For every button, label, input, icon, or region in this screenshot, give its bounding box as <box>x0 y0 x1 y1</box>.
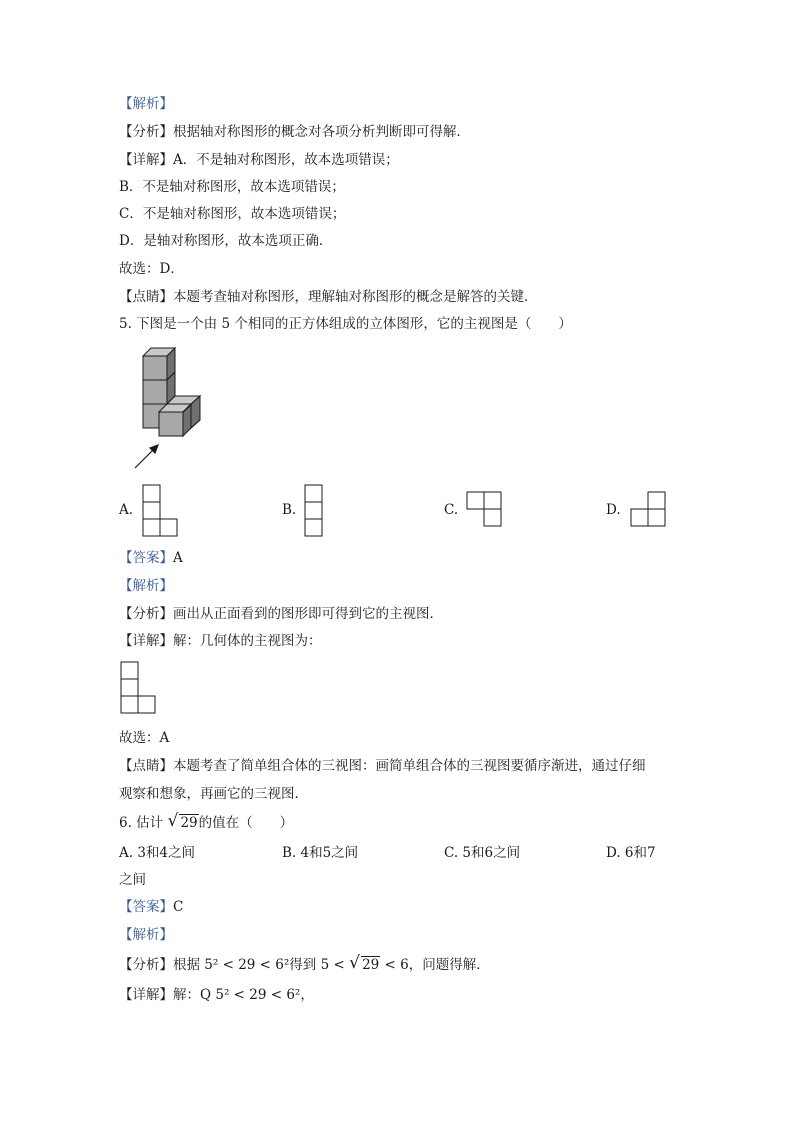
fenxi-mid: 得到 <box>289 957 317 973</box>
cube-top <box>143 348 175 380</box>
q6-suffix: 的值在（ ） <box>198 815 294 831</box>
dianjing-text-1: 本题考查了简单组合体的三视图：画简单组合体的三视图要循序渐进，通过仔细 <box>173 758 646 774</box>
q5-comment-line-1 <box>119 757 646 775</box>
sqrt-29-inline <box>349 953 380 974</box>
dianjing-tag: 【点睛】 <box>119 758 173 774</box>
inequality-1: 5² < 29 < 6² <box>204 957 290 973</box>
option-c-figure <box>466 491 506 531</box>
fenxi-tag: 【分析】 <box>119 124 173 140</box>
dianjing-text: 本题考查轴对称图形，理解轴对称图形的概念是解答的关键． <box>173 289 538 305</box>
xiangjie-prefix: 解：Q <box>173 987 212 1003</box>
q5-answer-line <box>119 549 183 567</box>
detail-inequality: 5² < 29 < 6² <box>215 987 301 1003</box>
detail-b: B．不是轴对称图形，故本选项错误； <box>119 179 345 195</box>
choose-line: 故选：D． <box>119 261 184 277</box>
fenxi-text: 根据轴对称图形的概念对各项分析判断即可得解． <box>173 124 470 140</box>
xiangjie-text: 解：几何体的主视图为： <box>173 633 322 649</box>
q6-option-d: D. 6和7 <box>606 845 656 861</box>
fenxi-suffix: ，问题得解． <box>408 957 490 973</box>
radicand: 29 <box>180 815 198 831</box>
option-a-label: A. <box>119 502 134 518</box>
q6-detail-line <box>119 986 314 1004</box>
radical-sign-icon: √ <box>349 953 360 973</box>
q6-option-c: C. 5和6之间 <box>444 845 521 861</box>
inequality-2-right: < 6 <box>384 957 409 973</box>
answer-tag: 【答案】 <box>119 550 173 566</box>
xiangjie-suffix: ， <box>300 987 314 1003</box>
q6-prefix: 6. 估计 <box>119 815 164 831</box>
q6-analysis-heading: 【解析】 <box>119 927 173 943</box>
option-d-figure <box>630 491 670 531</box>
q5-choose-line: 故选：A <box>119 730 170 746</box>
q6-option-a: A. 3和4之间 <box>119 845 196 861</box>
q6-fenxi-line <box>119 953 490 974</box>
option-b-label: B. <box>282 502 297 518</box>
radicand: 29 <box>362 957 380 973</box>
option-c-label: C. <box>444 502 459 518</box>
answer-value: C <box>173 899 184 915</box>
analysis-heading: 【解析】 <box>119 96 173 112</box>
q5-comment-line-2: 观察和想象，再画它的三视图． <box>119 786 308 802</box>
q6-option-d-cont: 之间 <box>119 872 146 888</box>
option-a-figure <box>142 484 180 538</box>
option-d-label: D. <box>606 502 621 518</box>
question-6 <box>119 811 294 832</box>
q6-answer-line <box>119 898 183 916</box>
cube-solid-figure <box>128 344 208 474</box>
xiangjie-text: A．不是轴对称图形，故本选项错误； <box>173 152 399 168</box>
detail-c: C．不是轴对称图形，故本选项错误； <box>119 206 346 222</box>
analysis-line <box>119 123 470 141</box>
q6-option-b: B. 4和5之间 <box>282 845 359 861</box>
detail-d: D．是轴对称图形，故本选项正确． <box>119 233 333 249</box>
xiangjie-tag: 【详解】 <box>119 987 173 1003</box>
sqrt-29 <box>167 811 198 832</box>
answer-tag: 【答案】 <box>119 899 173 915</box>
fenxi-text: 画出从正面看到的图形即可得到它的主视图． <box>173 606 443 622</box>
radical-sign-icon: √ <box>167 811 179 831</box>
comment-line <box>119 288 538 306</box>
option-b-figure <box>304 484 326 540</box>
fenxi-tag: 【分析】 <box>119 957 173 973</box>
view-direction-arrow <box>135 445 158 468</box>
dianjing-tag: 【点睛】 <box>119 289 173 305</box>
question-5: 5. 下图是一个由 5 个相同的正方体组成的立体图形，它的主视图是（ ） <box>119 316 572 332</box>
q5-fenxi-line <box>119 605 443 623</box>
q5-analysis-heading: 【解析】 <box>119 578 173 594</box>
fenxi-prefix: 根据 <box>173 957 200 973</box>
xiangjie-tag: 【详解】 <box>119 152 173 168</box>
detail-line <box>119 151 399 169</box>
answer-value: A <box>173 550 183 566</box>
front-view-figure <box>120 661 160 717</box>
fenxi-tag: 【分析】 <box>119 606 173 622</box>
xiangjie-tag: 【详解】 <box>119 633 173 649</box>
inequality-2-left: 5 < <box>320 957 345 973</box>
q5-detail-line <box>119 632 322 650</box>
